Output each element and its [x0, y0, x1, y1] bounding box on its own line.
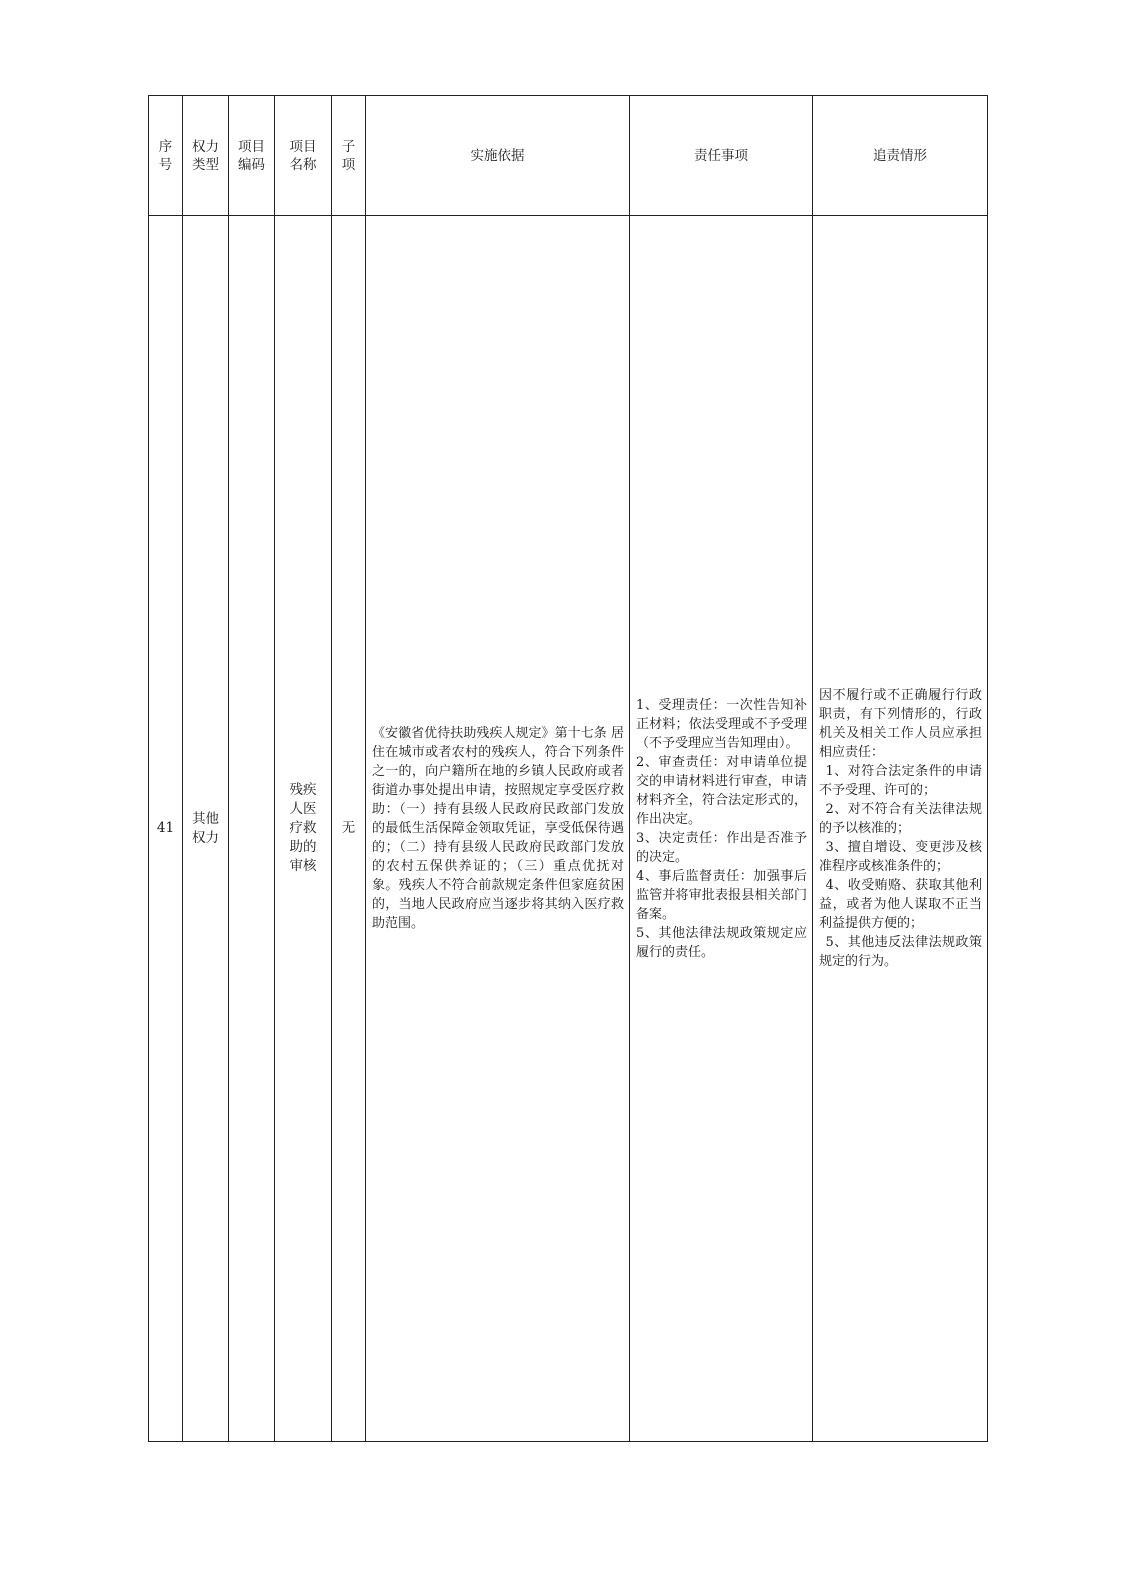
responsibility-item: 1、受理责任：一次性告知补正材料；依法受理或不予受理（不予受理应当告知理由）。	[636, 697, 807, 751]
accountability-item: 5、其他违反法律法规政策规定的行为。	[819, 935, 982, 969]
header-sub-item: 子项	[332, 96, 366, 216]
responsibility-item: 5、其他法律法规政策规定应履行的责任。	[636, 925, 807, 960]
basis-text: 《安徽省优待扶助残疾人规定》第十七条 居住在城市或者农村的残疾人，符合下列条件之一的，向户籍所在地的乡镇人民政府或者街道办事处提出申请，按照规定享受医疗救助：（一）持有县级人民政府民政部门发放的最低生活保障金领取凭证，享受低保待遇的；（二）持有县级人民政府民政部门发放的农村五保供养证的；（三）重点优抚对象。残疾人不符合前款规定条件但家庭贫困的，当地人民政府应当逐步将其纳入医疗救助范围。	[372, 726, 624, 931]
cell-responsibilities	[630, 216, 813, 1442]
header-item-code: 项目编码	[229, 96, 275, 216]
cell-accountability	[813, 216, 988, 1442]
cell-basis	[366, 216, 630, 1442]
header-responsibilities: 责任事项	[630, 96, 813, 216]
header-power-type: 权力类型	[183, 96, 229, 216]
accountability-intro: 因不履行或不正确履行行政职责，有下列情形的，行政机关及相关工作人员应承担相应责任：	[819, 688, 982, 760]
responsibility-item: 2、审查责任：对申请单位提交的申请材料进行审查，申请材料齐全，符合法定形式的，作出决定。	[636, 754, 807, 827]
header-seq: 序号	[149, 96, 183, 216]
cell-power-type: 其他权力	[183, 216, 229, 1442]
cell-item-name: 残疾人医疗救助的审核	[275, 216, 332, 1442]
cell-seq: 41	[149, 216, 183, 1442]
header-accountability: 追责情形	[813, 96, 988, 216]
responsibility-item: 4、事后监督责任：加强事后监管并将审批表报县相关部门备案。	[636, 868, 807, 922]
accountability-item: 2、对不符合有关法律法规的予以核准的；	[819, 802, 982, 836]
header-basis: 实施依据	[366, 96, 630, 216]
table-header-row	[149, 96, 988, 216]
accountability-item: 1、对符合法定条件的申请不予受理、许可的；	[819, 764, 982, 798]
cell-sub-item: 无	[332, 216, 366, 1442]
table-row	[149, 216, 988, 1442]
accountability-item: 3、擅自增设、变更涉及核准程序或核准条件的；	[819, 840, 982, 874]
header-item-name: 项目名称	[275, 96, 332, 216]
cell-item-code	[229, 216, 275, 1442]
power-list-table	[148, 95, 988, 1442]
accountability-item: 4、收受贿赂、获取其他利益，或者为他人谋取不正当利益提供方便的；	[819, 878, 982, 931]
responsibility-item: 3、决定责任：作出是否准予的决定。	[636, 830, 807, 865]
